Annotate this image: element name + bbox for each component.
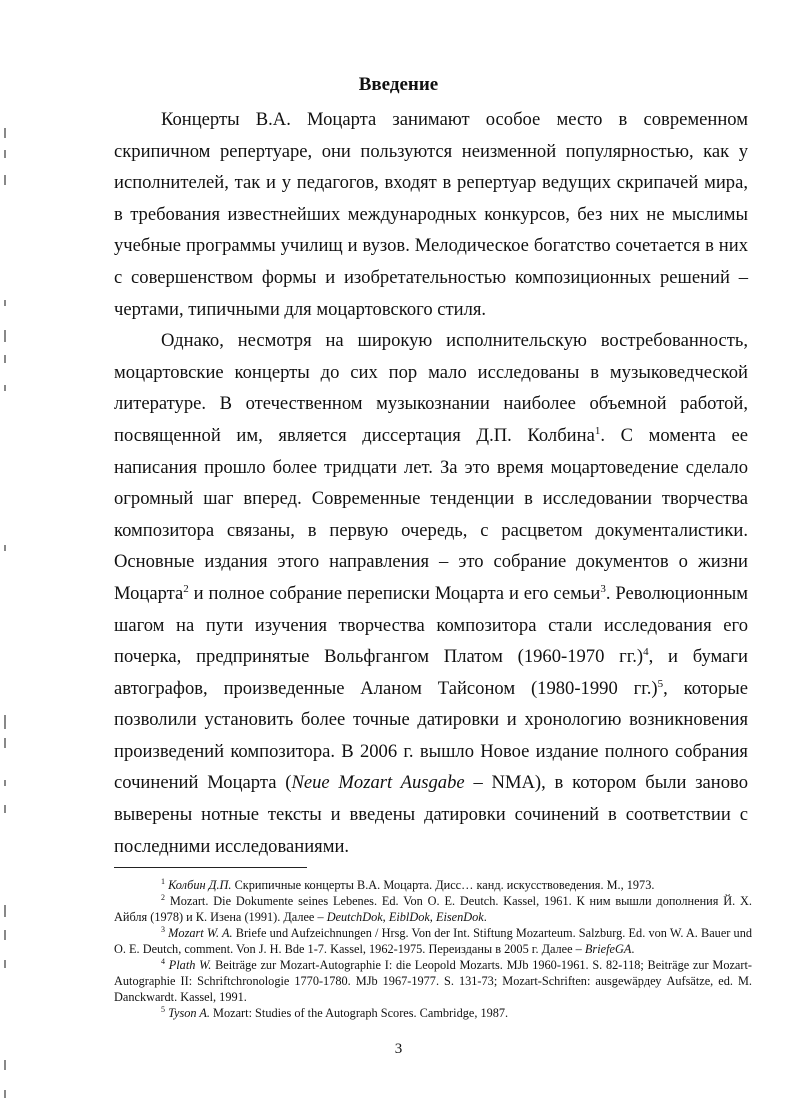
footnote-2: $^2$ Mozart. Die Dokumente seines Lebenes. Ed. Von O. E. Deutch. Kassel, 1961. К ним вышли дополнения Й. Х. Айбля (1978) и К. Изена (1991). Далее – DeutchDok, EiblDok, EisenDok. [114, 892, 752, 924]
scan-margin-marks [0, 0, 14, 1105]
footnote-ref-4: 4 [643, 645, 649, 658]
footnote-4: $^4$ Plath W. Beiträge zur Mozart-Autographie I: die Leopold Mozarts. MJb 1960-1961. S. 82-118; Beiträge zur Mozart-Autographie II: Schriftchronologie 1770-1780. MJb 1967-1977. S. 131-73; Mozart-Schriften: ausgewäpдеу Aufsätze, ed. M. Danckwardt. Kassel, 1991. [114, 956, 752, 1004]
footnote-ref-2: 2 [183, 582, 189, 595]
page-number: 3 [394, 1041, 403, 1057]
main-text [114, 104, 748, 862]
footnote-ref-3: 3 [600, 582, 606, 595]
paragraph-2: Однако, несмотря на широкую исполнительскую востребованность, моцартовские концерты до сих пор мало исследованы в музыковедческой литературе. В отечественном музыкознании наиболее объемной работой, посвященной им, является диссертация Д.П. Колбина$^1$. С момента ее написания прошло более тридцати лет. За это время моцартоведение сделало огромный шаг вперед. Современные тенденции в исследовании творчества композитора связаны, в первую очередь, с расцветом документалистики. Основные издания этого направления – это собрание документов о жизни Моцарта$^2$ и полное собрание переписки Моцарта и его семьи$^3$. Революционным шагом на пути изучения творчества композитора стали исследования его почерка, предпринятые Вольфгангом Платом (1960-1970 гг.)$^4$, и бумаги автографов, произведенные Аланом Тайсоном (1980-1990 гг.)$^5$, которые позволили установить более точные датировки и хронологию возникновения произведений композитора. В 2006 г. вышло Новое издание полного собрания сочинений Моцарта (Neue Mozart Ausgabe – NMA), в котором были заново выверены нотные тексты и введены датировки сочинений в соответствии с последними исследованиями. [114, 330, 749, 857]
footnotes [114, 877, 752, 1021]
footnote-5: $^5$ Tyson A. Mozart: Studies of the Autograph Scores. Cambridge, 1987. [161, 1004, 509, 1020]
footnote-ref-1: 1 [594, 424, 601, 437]
footnote-ref-5: 5 [657, 677, 664, 690]
footnote-3: $^3$ Mozart W. A. Briefe und Aufzeichnungen / Hrsg. Von der Int. Stiftung Mozarteum. Salzburg. Ed. von W. A. Bauer und O. E. Deutch, comment. Von J. H. Bde 1-7. Kassel, 1962-1975. Переизданы в 2005 г. Далее – BriefeGA. [114, 924, 752, 956]
footnote-1: $^1$ Колбин Д.П. Скрипичные концерты В.А. Моцарта. Дисс… канд. искусствоведения. М., 1973. [161, 876, 655, 892]
paragraph-1: Концерты В.А. Моцарта занимают особое место в современном скрипичном репертуаре, они пользуются неизменной популярностью, как у исполнителей, так и у педагогов, входят в репертуар ведущих скрипачей мира, в требования известнейших международных конкурсов, без них не мыслимы учебные программы училищ и вузов. Мелодическое богатство сочетается в них с совершенством формы и изобретательностью композиционных решений – чертами, типичными для моцартовского стиля. [114, 109, 748, 320]
page-title: Введение [358, 74, 439, 95]
footnote-divider [114, 867, 307, 868]
